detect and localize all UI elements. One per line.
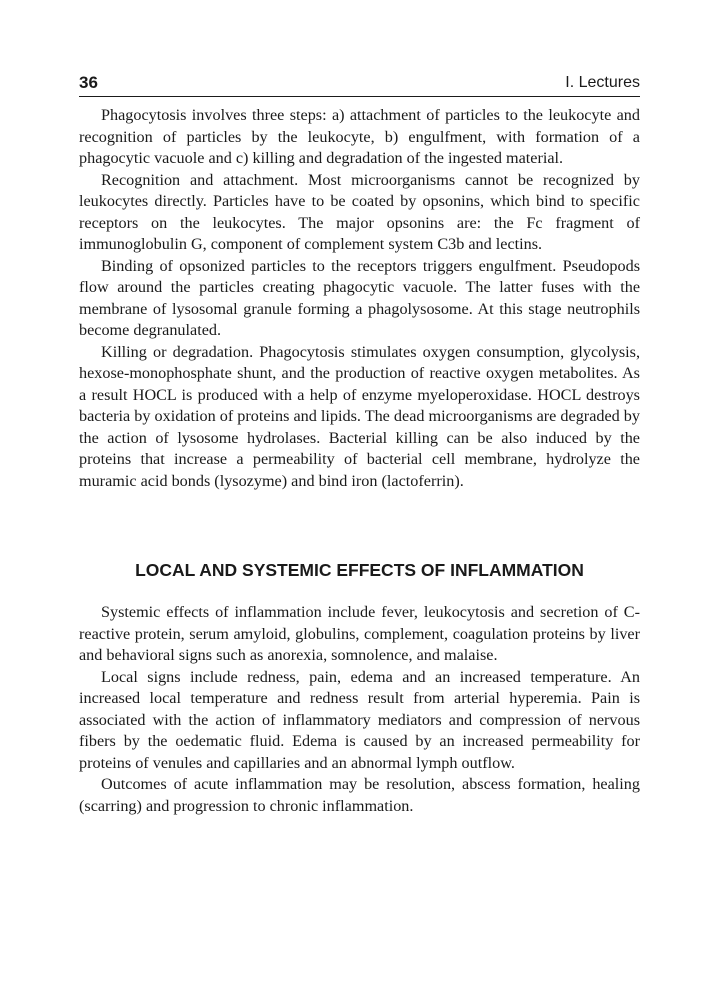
paragraph: Local signs include redness, pain, edema and an increased temperature. An increased local temperature and redness result from arterial hyperemia. Pain is associated with the action of inflammatory mediators and compression of nervous fibers by the oedematic fluid. Edema is caused by an increased permeability for proteins of venules and capillaries and an abnormal lymph outflow. (79, 667, 640, 772)
paragraph: Phagocytosis involves three steps: a) attachment of particles to the leukocyte and recognition of particles by the leukocyte, b) engulfment, with formation of a phagocytic vacuole and c) killing and degradation of the ingested material. (79, 106, 640, 167)
paragraph: Binding of opsonized particles to the receptors triggers engulfment. Pseudopods flow around the particles creating phagocytic vacuole. The latter fuses with the membrane of lysosomal granule forming a phagolysosome. At this stage neutrophils become degranulated. (79, 256, 640, 339)
running-head: I. Lectures (565, 74, 640, 91)
header-rule (79, 96, 640, 97)
paragraph: Systemic effects of inflammation include fever, leukocytosis and secretion of C-reactive protein, serum amyloid, globulins, complement, coagulation proteins by liver and behavioral signs such as anorexia, somnolence, and malaise. (79, 603, 640, 664)
paragraph: Killing or degradation. Phagocytosis stimulates oxygen consumption, glycolysis, hexose-monophosphate shunt, and the production of reactive oxygen metabolites. As a result HOCL is produced with a help of enzyme myeloperoxidase. HOCL destroys bacteria by oxidation of proteins and lipids. The dead microorganisms are degraded by the action of lysosome hydrolases. Bacterial killing can be also induced by the proteins that increase a permeability of bacterial cell membrane, hydrolyze the muramic acid bonds (lysozyme) and bind iron (lactoferrin). (79, 342, 640, 490)
section-heading: LOCAL AND SYSTEMIC EFFECTS OF INFLAMMATION (135, 560, 584, 580)
phagocytosis-text-block (79, 105, 640, 492)
paragraph: Recognition and attachment. Most microorganisms cannot be recognized by leukocytes directly. Particles have to be coated by opsonins, which bind to specific receptors on the leukocytes. The major opsonins are: the Fc fragment of immunoglobulin G, component of complement system C3b and lectins. (79, 170, 640, 253)
paragraph: Outcomes of acute inflammation may be resolution, abscess formation, healing (scarring) and progression to chronic inflammation. (79, 775, 640, 815)
page-header (79, 70, 640, 96)
inflammation-effects-text-block (79, 602, 640, 817)
page-number: 36 (79, 73, 98, 92)
